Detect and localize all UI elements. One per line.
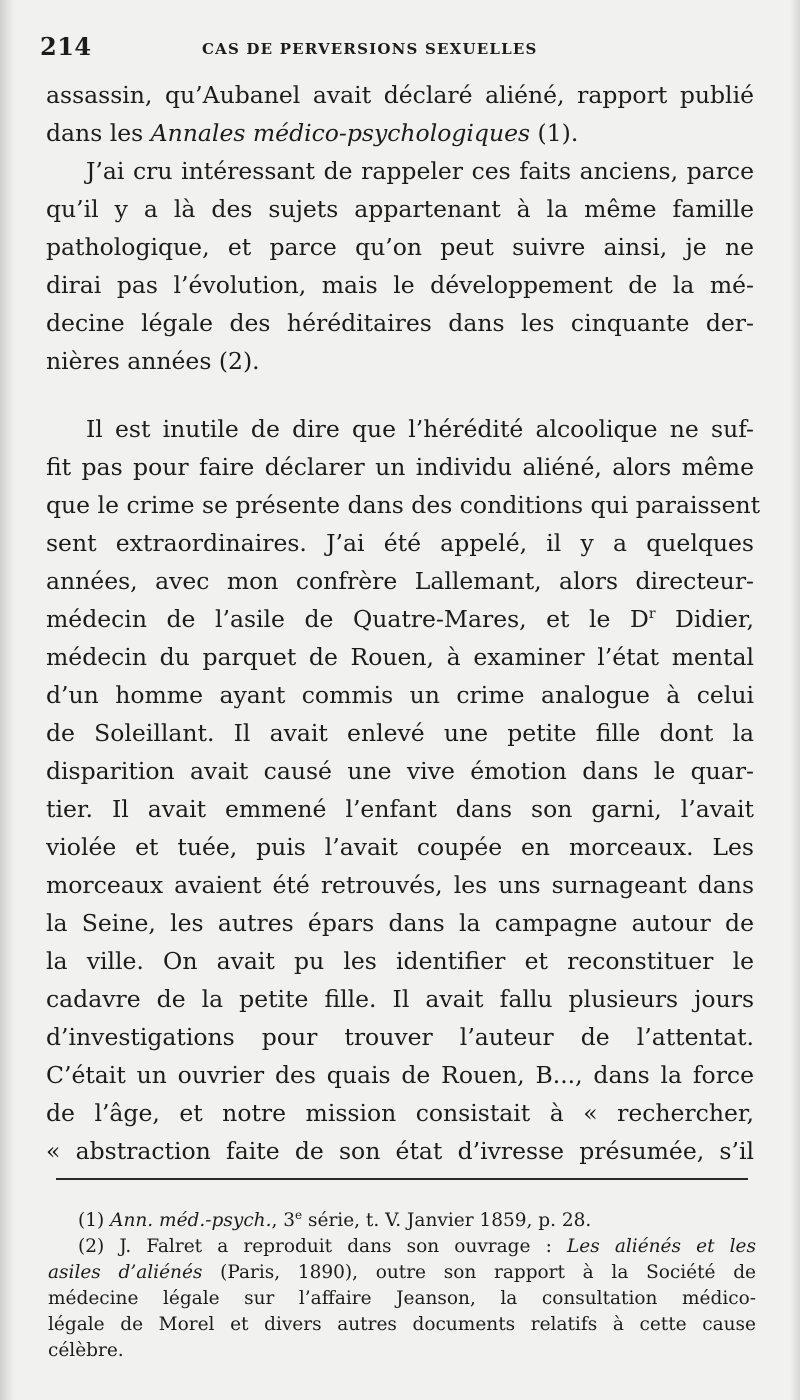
text-line: decine légale des héréditaires dans les cinquante der- — [46, 309, 754, 337]
paragraph-3 — [46, 410, 761, 1170]
text-line: années, avec mon confrère Lallemant, alors directeur- — [46, 567, 754, 595]
footnote-journal: Ann. méd.-psych. — [110, 1210, 272, 1231]
text-line: de Soleillant. Il avait enlevé une petite fille dont la — [46, 719, 754, 747]
text-line: la Seine, les autres épars dans la campagne autour de — [46, 909, 754, 937]
text-line: médecin du parquet de Rouen, à examiner l’état mental — [46, 643, 754, 671]
footnote-2-line: célèbre. — [48, 1340, 124, 1361]
footnote-2-line: asiles d’aliénés (Paris, 1890), outre son rapport à la Société de — [48, 1262, 756, 1283]
text-line: que le crime se présente dans des conditions qui paraissent — [46, 491, 761, 519]
text-line: Il est inutile de dire que l’hérédité alcoolique ne suf- — [86, 415, 754, 443]
text-line: d’investigations pour trouver l’auteur de l’attentat. — [46, 1023, 754, 1051]
footnote-1 — [48, 1208, 756, 1234]
footnote-divider — [56, 1178, 748, 1180]
text-line — [46, 114, 754, 152]
text-line: violée et tuée, puis l’avait coupée en morceaux. Les — [46, 833, 754, 861]
paragraph-2 — [46, 152, 754, 380]
text-line: morceaux avaient été retrouvés, les uns surnageant dans — [46, 871, 754, 899]
footnote-marker: (1) — [78, 1210, 105, 1231]
text-line: pathologique, et parce qu’on peut suivre ainsi, je ne — [46, 233, 754, 261]
text-line: d’un homme ayant commis un crime analogue à celui — [46, 681, 754, 709]
text-line: dirai pas l’évolution, mais le développement de la mé- — [46, 271, 754, 299]
journal-title: Annales médico-psychologiques — [150, 119, 531, 147]
text-line: assassin, qu’Aubanel avait déclaré aliéné, rapport publié — [46, 81, 754, 109]
page-number: 214 — [40, 32, 92, 61]
text-line: C’était un ouvrier des quais de Rouen, B..., dans la force — [46, 1061, 754, 1089]
footnote-2-line: médecine légale sur l’affaire Jeanson, la consultation médico- — [48, 1288, 756, 1309]
text-line: de l’âge, et notre mission consistait à « rechercher, — [46, 1099, 754, 1127]
text-line: qu’il y a là des sujets appartenant à la même famille — [46, 195, 754, 223]
text-line: fit pas pour faire déclarer un individu aliéné, alors même — [46, 453, 754, 481]
text-line: nières années (2). — [46, 347, 260, 375]
text-line: cadavre de la petite fille. Il avait fallu plusieurs jours — [46, 985, 754, 1013]
paragraph-1 — [46, 76, 754, 152]
text-line: la ville. On avait pu les identifier et reconstituer le — [46, 947, 754, 975]
text-line: médecin de l’asile de Quatre-Mares, et le $D^r$ Didier, — [46, 605, 755, 633]
text-fragment: (1). — [530, 119, 579, 147]
text-line: disparition avait causé une vive émotion dans le quar- — [46, 757, 754, 785]
footnotes — [48, 1208, 756, 1364]
text-line: J’ai cru intéressant de rappeler ces faits anciens, parce — [86, 157, 754, 185]
running-head — [40, 32, 752, 68]
text-line: « abstraction faite de son état d’ivresse présumée, s’il — [46, 1137, 754, 1165]
text-line: sent extraordinaires. J’ai été appelé, il y a quelques — [46, 529, 754, 557]
text-line: tier. Il avait emmené l’enfant dans son garni, l’avait — [46, 795, 754, 823]
footnote-2-line: légale de Morel et divers autres documents relatifs à cette cause — [48, 1314, 756, 1335]
text-fragment: dans les — [46, 119, 151, 147]
running-title: CAS DE PERVERSIONS SEXUELLES — [202, 40, 538, 58]
footnote-2-line: (2) J. Falret a reproduit dans son ouvrage : Les aliénés et les — [78, 1236, 756, 1257]
footnote-text: , 3e série, t. V. Janvier 1859, p. 28. — [271, 1207, 592, 1231]
